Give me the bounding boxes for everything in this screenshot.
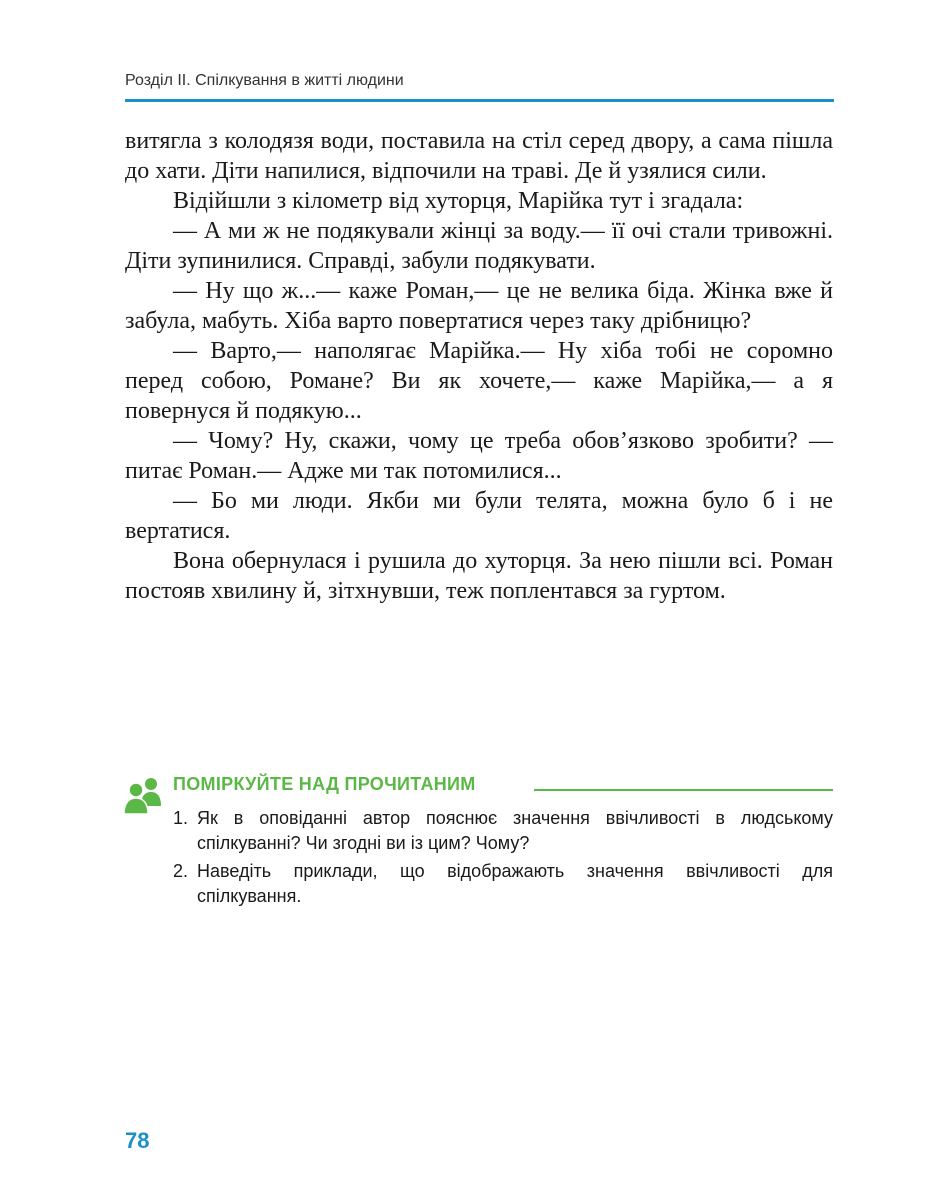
story-paragraph: — Ну що ж...— каже Роман,— це не велика біда. Жінка вже й забула, мабуть. Хіба варто повертатися через таку дрібницю?	[125, 278, 833, 334]
story-paragraph: Відійшли з кілометр від хуторця, Марійка тут і згадала:	[173, 188, 744, 214]
story-paragraph: — Чому? Ну, скажи, чому це треба обов’язково зробити? — питає Роман.— Адже ми так потомилися...	[125, 428, 833, 484]
running-header: Розділ ІІ. Спілкування в житті людини	[125, 72, 404, 89]
story-paragraph: — А ми ж не подякували жінці за воду.— її очі стали тривожні. Діти зупинилися. Справді, забули подякувати.	[125, 218, 833, 274]
question-text: Наведіть приклади, що відображають значення ввічливості для спілкування.	[197, 861, 833, 906]
story-paragraph: — Варто,— наполягає Марійка.— Ну хіба тобі не соромно перед собою, Романе? Ви як хочете,— каже Марійка,— а я повернуся й подякую...	[125, 338, 833, 424]
question-number: 1.	[173, 808, 189, 828]
story-paragraph: витягла з колодязя води, поставила на стіл серед двору, а сама пішла до хати. Діти напилися, відпочили на траві. Де й узялися сили.	[125, 128, 833, 184]
question-list	[173, 806, 833, 912]
question-item	[173, 806, 833, 856]
section-title: ПОМІРКУЙТЕ НАД ПРОЧИТАНИМ	[173, 774, 476, 794]
page-number: 78	[125, 1128, 150, 1153]
header-rule	[125, 99, 834, 102]
story-paragraph: Вона обернулася і рушила до хуторця. За нею пішли всі. Роман постояв хвилину й, зітхнувши, теж поплентався за гуртом.	[125, 548, 833, 604]
story-paragraph: — Бо ми люди. Якби ми були телята, можна було б і не вертатися.	[125, 488, 833, 544]
two-people-icon	[123, 776, 163, 814]
section-title-rule	[534, 789, 833, 791]
story-text	[125, 126, 833, 606]
question-text: Як в оповіданні автор пояснює значення ввічливості в людському спілкуванні? Чи згодні ви із цим? Чому?	[197, 808, 833, 853]
question-item	[173, 859, 833, 909]
question-number: 2.	[173, 861, 189, 881]
